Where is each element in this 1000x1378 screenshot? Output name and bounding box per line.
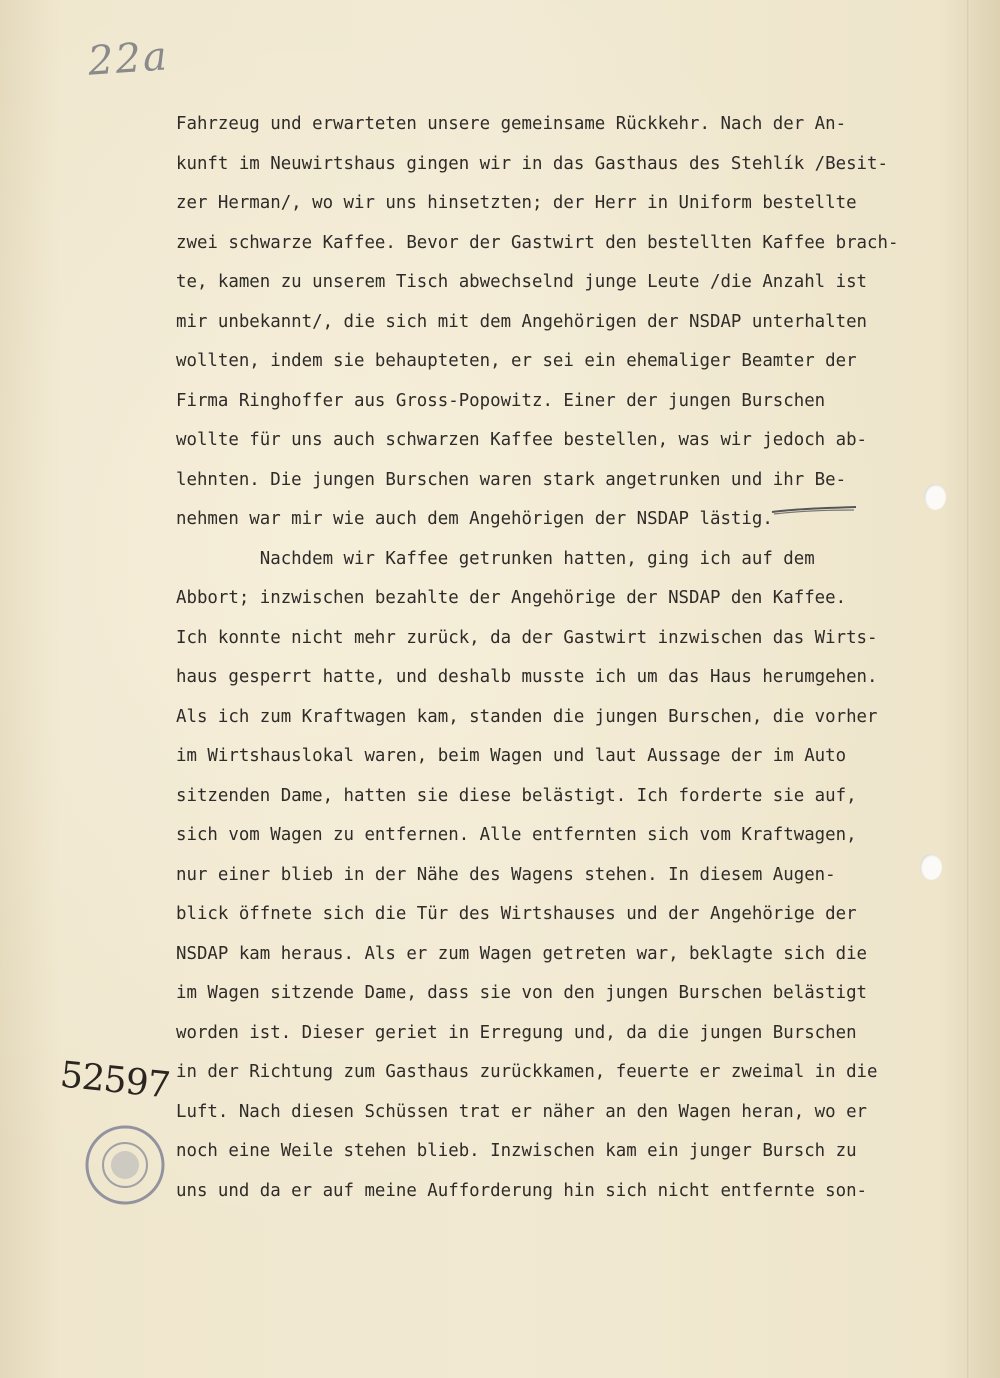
typed-body-text [176,105,976,1211]
text-line: te, kamen zu unserem Tisch abwechselnd junge Leute /die Anzahl ist [176,272,868,292]
archive-number-stamp: 52597 [58,1054,172,1107]
text-line: wollte für uns auch schwarzen Kaffee bestellen, was wir jedoch ab- [176,430,868,450]
text-line: NSDAP kam heraus. Als er zum Wagen getreten war, beklagte sich die [176,943,868,964]
archive-seal [80,1120,170,1210]
text-line: Ich konnte nicht mehr zurück, da der Gastwirt inzwischen das Wirts- [176,627,878,648]
text-line: mir unbekannt/, die sich mit dem Angehörigen der NSDAP unterhalten [176,311,868,332]
text-line: sich vom Wagen zu entfernen. Alle entfernten sich vom Kraftwagen, [176,825,857,845]
text-line: nur einer blieb in der Nähe des Wagens stehen. In diesem Augen- [176,864,836,885]
text-line: wollten, indem sie behaupteten, er sei ein ehemaliger Beamter der [176,351,857,371]
text-line: Abbort; inzwischen bezahlte der Angehörige der NSDAP den Kaffee. [176,588,847,608]
text-line: Firma Ringhoffer aus Gross-Popowitz. Einer der jungen Burschen [176,390,826,411]
text-line: noch eine Weile stehen blieb. Inzwischen kam ein junger Bursch zu [176,1141,857,1161]
pencil-underline [770,505,858,515]
text-line: zer Herman/, wo wir uns hinsetzten; der Herr in Uniform bestellte [176,193,857,213]
text-line: nehmen war mir wie auch dem Angehörigen der NSDAP lästig. [176,509,773,529]
text-line: im Wirtshauslokal waren, beim Wagen und laut Aussage der im Auto [176,746,847,766]
handwritten-page-number: 22a [86,33,171,85]
text-line: sitzenden Dame, hatten sie diese belästigt. Ich forderte sie auf, [176,785,857,806]
text-line: Fahrzeug und erwarteten unsere gemeinsame Rückkehr. Nach der An- [176,114,847,134]
text-line: lehnten. Die jungen Burschen waren stark angetrunken und ihr Be- [176,469,847,490]
text-line: in der Richtung zum Gasthaus zurückkamen, feuerte er zweimal in die [176,1062,878,1082]
text-line: im Wagen sitzende Dame, dass sie von den jungen Burschen belästigt [176,983,868,1003]
text-line: haus gesperrt hatte, und deshalb musste ich um das Haus herumgehen. [176,667,878,687]
text-line: Als ich zum Kraftwagen kam, standen die jungen Burschen, die vorher [176,706,878,727]
text-line: uns und da er auf meine Aufforderung hin sich nicht entfernte son- [176,1180,868,1201]
text-line: blick öffnete sich die Tür des Wirtshauses und der Angehörige der [176,904,857,924]
text-line: Luft. Nach diesen Schüssen trat er näher an den Wagen heran, wo er [176,1101,868,1122]
text-line: zwei schwarze Kaffee. Bevor der Gastwirt den bestellten Kaffee brach- [176,232,899,253]
text-line: worden ist. Dieser geriet in Erregung und, da die jungen Burschen [176,1022,857,1043]
text-line: kunft im Neuwirtshaus gingen wir in das Gasthaus des Stehlík /Besit- [176,153,888,174]
text-line: Nachdem wir Kaffee getrunken hatten, ging ich auf dem [176,548,815,569]
